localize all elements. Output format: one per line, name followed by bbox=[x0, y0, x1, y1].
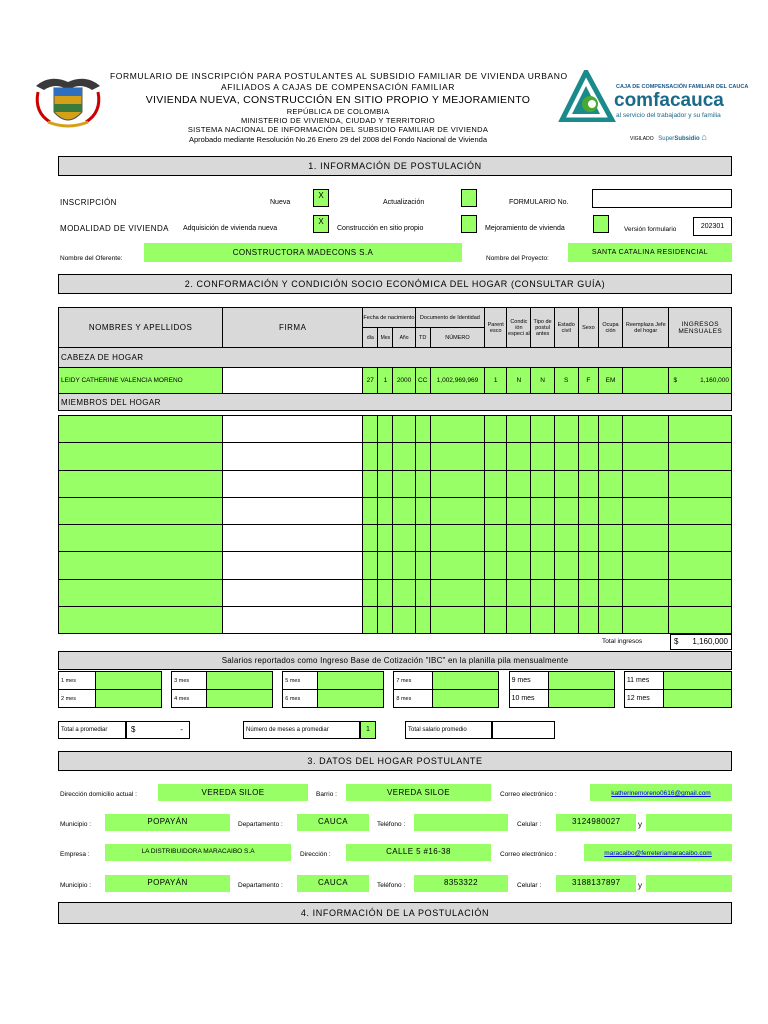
emp-telefono-field[interactable]: 8353322 bbox=[414, 875, 508, 892]
mes-10-label: 10 mes bbox=[509, 690, 548, 708]
correo-field[interactable] bbox=[590, 784, 732, 801]
member-cell[interactable] bbox=[363, 607, 378, 634]
member-cell[interactable] bbox=[623, 416, 669, 443]
member-cell[interactable] bbox=[223, 552, 363, 579]
celular-2-field[interactable] bbox=[646, 814, 732, 831]
member-cell[interactable] bbox=[363, 416, 378, 443]
member-cell[interactable] bbox=[415, 525, 430, 552]
emp-direccion-field[interactable]: CALLE 5 #16-38 bbox=[346, 844, 491, 861]
member-cell[interactable] bbox=[378, 525, 393, 552]
head-nombre[interactable]: LEIDY CATHERINE VALENCIA MORENO bbox=[59, 368, 223, 394]
member-cell[interactable] bbox=[598, 416, 622, 443]
mes-2-label: 2 mes bbox=[59, 690, 96, 708]
empresa-field[interactable]: LA DISTRIBUIDORA MARACAIBO S.A bbox=[105, 844, 291, 861]
departamento-field[interactable]: CAUCA bbox=[297, 814, 369, 831]
mes-6-field[interactable] bbox=[318, 690, 384, 708]
member-cell[interactable] bbox=[378, 607, 393, 634]
celular-field[interactable]: 3124980027 bbox=[556, 814, 636, 831]
total-promediar-field bbox=[126, 721, 190, 739]
mes-12-field[interactable] bbox=[663, 690, 731, 708]
form-title: FORMULARIO DE INSCRIPCIÓN PARA POSTULANTES AL SUBSIDIO FAMILIAR DE VIVIENDA URBANO bbox=[110, 71, 568, 81]
member-cell[interactable] bbox=[531, 525, 554, 552]
form-modalities: VIVIENDA NUEVA, CONSTRUCCIÓN EN SITIO PROPIO Y MEJORAMIENTO bbox=[145, 94, 531, 106]
col-tipo: Tipo de postul antes bbox=[531, 308, 554, 348]
col-numero: NÚMERO bbox=[430, 328, 484, 348]
head-ingresos[interactable] bbox=[669, 368, 732, 394]
spacer bbox=[161, 672, 171, 690]
member-cell[interactable] bbox=[669, 470, 732, 497]
table-row bbox=[59, 552, 732, 579]
total-ingresos-value: 1,160,000 bbox=[692, 637, 728, 646]
spacer bbox=[614, 672, 624, 690]
member-cell[interactable] bbox=[669, 607, 732, 634]
col-reemplaza: Reemplaza Jefe del hogar bbox=[623, 308, 669, 348]
salarios-header: Salarios reportados como Ingreso Base de Cotización "IBC" en la planilla pila mensualmente bbox=[58, 651, 732, 670]
departamento-label: Departamento : bbox=[238, 821, 283, 828]
member-cell[interactable] bbox=[363, 470, 378, 497]
section-4-header: 4. INFORMACIÓN DE LA POSTULACIÓN bbox=[58, 902, 732, 924]
spacer bbox=[499, 672, 509, 690]
member-cell[interactable] bbox=[578, 416, 598, 443]
member-cell[interactable] bbox=[507, 416, 531, 443]
member-cell[interactable] bbox=[363, 443, 378, 470]
table-row bbox=[59, 470, 732, 497]
actualizacion-label: Actualización bbox=[383, 199, 425, 206]
member-cell[interactable] bbox=[507, 579, 531, 606]
member-cell[interactable] bbox=[378, 470, 393, 497]
member-cell[interactable] bbox=[223, 579, 363, 606]
member-cell[interactable] bbox=[669, 416, 732, 443]
head-anio[interactable]: 2000 bbox=[393, 368, 415, 394]
member-cell[interactable] bbox=[415, 497, 430, 524]
num-meses-field[interactable]: 1 bbox=[360, 721, 376, 739]
member-cell[interactable] bbox=[531, 497, 554, 524]
member-cell[interactable] bbox=[531, 552, 554, 579]
col-condicion: Condic ión especi al bbox=[507, 308, 531, 348]
member-cell[interactable] bbox=[507, 525, 531, 552]
member-cell[interactable] bbox=[554, 470, 578, 497]
y-label: y bbox=[638, 820, 642, 829]
member-cell[interactable] bbox=[223, 470, 363, 497]
member-cell[interactable] bbox=[507, 552, 531, 579]
member-cell[interactable] bbox=[430, 416, 484, 443]
member-cell[interactable] bbox=[393, 579, 415, 606]
ministry-line: MINISTERIO DE VIVIENDA, CIUDAD Y TERRITORIO bbox=[240, 116, 436, 125]
member-cell[interactable] bbox=[598, 552, 622, 579]
member-cell[interactable] bbox=[59, 607, 223, 634]
head-estado[interactable]: S bbox=[554, 368, 578, 394]
member-cell[interactable] bbox=[485, 416, 507, 443]
col-fecha: Fecha de nacimiento bbox=[363, 308, 415, 328]
member-cell[interactable] bbox=[554, 552, 578, 579]
member-cell[interactable] bbox=[554, 607, 578, 634]
emp-departamento-label: Departamento : bbox=[238, 882, 283, 889]
proyecto-field[interactable]: SANTA CATALINA RESIDENCIAL bbox=[568, 243, 732, 262]
member-cell[interactable] bbox=[507, 470, 531, 497]
mes-8-field[interactable] bbox=[433, 690, 499, 708]
spacer bbox=[384, 672, 394, 690]
version-field: 202301 bbox=[693, 217, 732, 236]
total-currency: $ bbox=[674, 637, 679, 646]
num-meses-label: Número de meses a promediar bbox=[243, 721, 360, 739]
member-cell[interactable] bbox=[59, 443, 223, 470]
total-ingresos-field bbox=[670, 634, 732, 650]
logo-brand: comfacauca bbox=[614, 90, 724, 111]
members-table bbox=[58, 415, 732, 634]
comfacauca-mark-icon bbox=[558, 70, 616, 122]
total-promediar-currency: $ bbox=[131, 725, 136, 734]
head-parentesco[interactable]: 1 bbox=[485, 368, 507, 394]
total-salario-label: Total salario promedio bbox=[405, 721, 492, 739]
col-dia: día bbox=[363, 328, 378, 348]
mejoramiento-label: Mejoramiento de vivienda bbox=[485, 225, 565, 232]
emp-celular-field[interactable]: 3188137897 bbox=[556, 875, 636, 892]
col-parentesco: Parent esco bbox=[485, 308, 507, 348]
head-reemplaza[interactable] bbox=[623, 368, 669, 394]
emp-departamento-field[interactable]: CAUCA bbox=[297, 875, 369, 892]
total-salario-field bbox=[492, 721, 555, 739]
total-ingresos-label: Total ingresos bbox=[602, 638, 643, 645]
emp-direccion-label: Dirección : bbox=[300, 851, 331, 858]
member-cell[interactable] bbox=[430, 443, 484, 470]
member-cell[interactable] bbox=[578, 497, 598, 524]
member-cell[interactable] bbox=[578, 579, 598, 606]
total-promediar-value: - bbox=[180, 725, 183, 734]
nueva-checkbox[interactable]: X bbox=[313, 189, 329, 207]
member-cell[interactable] bbox=[485, 579, 507, 606]
member-cell[interactable] bbox=[578, 607, 598, 634]
member-cell[interactable] bbox=[598, 579, 622, 606]
mes-12-label: 12 mes bbox=[624, 690, 663, 708]
col-mes: Mes bbox=[378, 328, 393, 348]
member-cell[interactable] bbox=[669, 552, 732, 579]
currency-sign: $ bbox=[673, 377, 678, 384]
member-cell[interactable] bbox=[554, 525, 578, 552]
emp-municipio-label: Municipio : bbox=[60, 882, 92, 889]
head-ingresos-value: 1,160,000 bbox=[700, 377, 729, 384]
emp-municipio-field[interactable]: POPAYÁN bbox=[105, 875, 230, 892]
vigilado-label: VIGILADO bbox=[630, 136, 654, 142]
house-icon: ⌂ bbox=[701, 132, 707, 142]
member-cell[interactable] bbox=[430, 552, 484, 579]
member-cell[interactable] bbox=[378, 579, 393, 606]
member-cell[interactable] bbox=[578, 443, 598, 470]
adquisicion-label: Adquisición de vivienda nueva bbox=[183, 225, 278, 232]
logo-tagline-top: CAJA DE COMPENSACIÓN FAMILIAR DEL CAUCA bbox=[616, 84, 749, 90]
barrio-label: Barrio : bbox=[316, 791, 337, 798]
col-ocupacion: Ocupa ción bbox=[598, 308, 622, 348]
modalidad-label: MODALIDAD DE VIVIENDA bbox=[60, 224, 169, 233]
emp-correo-label: Correo electrónico : bbox=[500, 851, 557, 858]
member-cell[interactable] bbox=[393, 607, 415, 634]
head-numero[interactable]: 1,002,969,969 bbox=[430, 368, 484, 394]
head-mes[interactable]: 1 bbox=[378, 368, 393, 394]
member-cell[interactable] bbox=[598, 470, 622, 497]
municipio-field[interactable]: POPAYÁN bbox=[105, 814, 230, 831]
formulario-no-label: FORMULARIO No. bbox=[509, 199, 569, 206]
barrio-field[interactable]: VEREDA SILOE bbox=[346, 784, 491, 801]
oferente-field[interactable]: CONSTRUCTORA MADECONS S.A bbox=[144, 243, 462, 262]
form-subtitle: AFILIADOS A CAJAS DE COMPENSACIÓN FAMILIAR bbox=[221, 82, 455, 92]
member-cell[interactable] bbox=[598, 607, 622, 634]
member-cell[interactable] bbox=[485, 443, 507, 470]
mes-5-field[interactable] bbox=[318, 672, 384, 690]
head-tipo[interactable]: N bbox=[531, 368, 554, 394]
head-condicion[interactable]: N bbox=[507, 368, 531, 394]
member-cell[interactable] bbox=[623, 552, 669, 579]
col-anio: Año bbox=[393, 328, 415, 348]
col-td: TD bbox=[415, 328, 430, 348]
member-cell[interactable] bbox=[485, 552, 507, 579]
head-dia[interactable]: 27 bbox=[363, 368, 378, 394]
member-cell[interactable] bbox=[623, 607, 669, 634]
col-ingresos: INGRESOS MENSUALES bbox=[669, 308, 732, 348]
member-cell[interactable] bbox=[393, 552, 415, 579]
member-cell[interactable] bbox=[378, 552, 393, 579]
system-line: SISTEMA NACIONAL DE INFORMACIÓN DEL SUBSIDIO FAMILIAR DE VIVIENDA bbox=[187, 125, 489, 134]
col-firma: FIRMA bbox=[223, 308, 363, 348]
member-cell[interactable] bbox=[531, 470, 554, 497]
spacer bbox=[499, 690, 509, 708]
member-cell[interactable] bbox=[223, 416, 363, 443]
member-cell[interactable] bbox=[223, 443, 363, 470]
mes-3-label: 3 mes bbox=[172, 672, 207, 690]
member-cell[interactable] bbox=[623, 443, 669, 470]
member-cell[interactable] bbox=[59, 579, 223, 606]
head-firma[interactable] bbox=[223, 368, 363, 394]
mes-4-field[interactable] bbox=[207, 690, 273, 708]
member-cell[interactable] bbox=[485, 470, 507, 497]
empresa-label: Empresa : bbox=[60, 851, 90, 858]
member-cell[interactable] bbox=[598, 497, 622, 524]
mes-10-field[interactable] bbox=[548, 690, 614, 708]
member-cell[interactable] bbox=[223, 497, 363, 524]
member-cell[interactable] bbox=[623, 470, 669, 497]
mes-7-label: 7 mes bbox=[394, 672, 433, 690]
correo-link[interactable]: katherinemoreno0616@gmail.com bbox=[611, 790, 711, 797]
member-cell[interactable] bbox=[223, 525, 363, 552]
mes-6-label: 6 mes bbox=[283, 690, 318, 708]
table-row bbox=[59, 443, 732, 470]
spacer bbox=[384, 690, 394, 708]
member-cell[interactable] bbox=[430, 579, 484, 606]
head-ocupacion[interactable]: EM bbox=[598, 368, 622, 394]
celular-label: Celular : bbox=[517, 821, 542, 828]
spacer bbox=[272, 690, 282, 708]
member-cell[interactable] bbox=[578, 525, 598, 552]
member-cell[interactable] bbox=[363, 579, 378, 606]
member-cell[interactable] bbox=[554, 579, 578, 606]
member-cell[interactable] bbox=[578, 552, 598, 579]
household-table bbox=[58, 307, 732, 411]
logo-tagline-bottom: al servicio del trabajador y su familia bbox=[616, 112, 721, 119]
municipio-label: Municipio : bbox=[60, 821, 92, 828]
table-row bbox=[59, 579, 732, 606]
member-cell[interactable] bbox=[598, 525, 622, 552]
member-cell[interactable] bbox=[669, 497, 732, 524]
col-documento: Documento de Identidad bbox=[415, 308, 485, 328]
vigilado-line bbox=[630, 132, 707, 142]
table-row bbox=[59, 416, 732, 443]
member-cell[interactable] bbox=[430, 470, 484, 497]
member-cell[interactable] bbox=[59, 416, 223, 443]
member-cell[interactable] bbox=[531, 579, 554, 606]
emp-correo-link[interactable]: maracaibo@ferreteriamaracaibo.com bbox=[604, 850, 712, 857]
proyecto-label: Nombre del Proyecto: bbox=[486, 255, 549, 262]
member-cell[interactable] bbox=[415, 579, 430, 606]
miembros-hogar-row: MIEMBROS DEL HOGAR bbox=[59, 394, 732, 411]
version-label: Versión formulario bbox=[624, 226, 677, 233]
spacer bbox=[614, 690, 624, 708]
nueva-label: Nueva bbox=[270, 199, 291, 206]
super-label: Super bbox=[658, 136, 675, 142]
telefono-field[interactable] bbox=[414, 814, 508, 831]
member-cell[interactable] bbox=[363, 525, 378, 552]
member-cell[interactable] bbox=[623, 525, 669, 552]
member-cell[interactable] bbox=[623, 579, 669, 606]
direccion-label: Dirección domicilio actual : bbox=[60, 791, 137, 798]
member-cell[interactable] bbox=[531, 443, 554, 470]
member-cell[interactable] bbox=[363, 497, 378, 524]
head-td[interactable]: CC bbox=[415, 368, 430, 394]
member-cell[interactable] bbox=[415, 443, 430, 470]
construccion-label: Construcción en sitio propio bbox=[337, 225, 424, 232]
member-cell[interactable] bbox=[415, 607, 430, 634]
section-3-header: 3. DATOS DEL HOGAR POSTULANTE bbox=[58, 751, 732, 771]
mes-5-label: 5 mes bbox=[283, 672, 318, 690]
emp-telefono-label: Teléfono : bbox=[377, 882, 406, 889]
member-cell[interactable] bbox=[393, 525, 415, 552]
member-cell[interactable] bbox=[578, 470, 598, 497]
member-cell[interactable] bbox=[669, 525, 732, 552]
member-cell[interactable] bbox=[415, 552, 430, 579]
mes-4-label: 4 mes bbox=[172, 690, 207, 708]
colombia-coat-of-arms bbox=[30, 72, 106, 132]
member-cell[interactable] bbox=[669, 443, 732, 470]
member-cell[interactable] bbox=[363, 552, 378, 579]
total-promediar-label: Total a promediar bbox=[58, 721, 126, 739]
mes-7-field[interactable] bbox=[433, 672, 499, 690]
member-cell[interactable] bbox=[378, 416, 393, 443]
country-line: REPÚBLICA DE COLOMBIA bbox=[286, 107, 390, 116]
member-cell[interactable] bbox=[415, 416, 430, 443]
emp-celular-2-field[interactable] bbox=[646, 875, 732, 892]
member-cell[interactable] bbox=[430, 497, 484, 524]
col-nombres: NOMBRES Y APELLIDOS bbox=[59, 308, 223, 348]
inscripcion-label: INSCRIPCIÓN bbox=[60, 198, 117, 207]
mes-1-label: 1 mes bbox=[59, 672, 96, 690]
subsidio-label: Subsidio bbox=[674, 136, 700, 142]
table-row bbox=[59, 368, 732, 394]
table-row bbox=[59, 525, 732, 552]
approval-line: Aprobado mediante Resolución No.26 Enero 29 del 2008 del Fondo Nacional de Vivienda bbox=[189, 135, 487, 144]
member-cell[interactable] bbox=[485, 607, 507, 634]
member-cell[interactable] bbox=[223, 607, 363, 634]
emp-y-label: y bbox=[638, 881, 642, 890]
emp-correo-field[interactable] bbox=[584, 844, 732, 861]
member-cell[interactable] bbox=[531, 607, 554, 634]
member-cell[interactable] bbox=[378, 443, 393, 470]
mes-11-label: 11 mes bbox=[624, 672, 663, 690]
mes-9-label: 9 mes bbox=[509, 672, 548, 690]
correo-label: Correo electrónico : bbox=[500, 791, 557, 798]
member-cell[interactable] bbox=[430, 607, 484, 634]
mes-1-field[interactable] bbox=[96, 672, 162, 690]
member-cell[interactable] bbox=[554, 443, 578, 470]
mes-8-label: 8 mes bbox=[394, 690, 433, 708]
adquisicion-checkbox[interactable]: X bbox=[313, 215, 329, 233]
construccion-checkbox[interactable] bbox=[461, 215, 477, 233]
member-cell[interactable] bbox=[485, 525, 507, 552]
comfacauca-logo bbox=[558, 68, 749, 148]
member-cell[interactable] bbox=[393, 443, 415, 470]
head-sexo[interactable]: F bbox=[578, 368, 598, 394]
emp-celular-label: Celular : bbox=[517, 882, 542, 889]
member-cell[interactable] bbox=[59, 497, 223, 524]
member-cell[interactable] bbox=[554, 416, 578, 443]
formulario-no-field[interactable] bbox=[592, 189, 732, 208]
oferente-label: Nombre del Oferente: bbox=[60, 255, 123, 262]
spacer bbox=[272, 672, 282, 690]
salarios-table bbox=[58, 671, 732, 708]
member-cell[interactable] bbox=[59, 552, 223, 579]
member-cell[interactable] bbox=[485, 497, 507, 524]
member-cell[interactable] bbox=[378, 497, 393, 524]
member-cell[interactable] bbox=[59, 525, 223, 552]
member-cell[interactable] bbox=[393, 497, 415, 524]
mejoramiento-checkbox[interactable] bbox=[593, 215, 609, 233]
direccion-field[interactable]: VEREDA SILOE bbox=[158, 784, 308, 801]
table-row bbox=[59, 497, 732, 524]
member-cell[interactable] bbox=[669, 579, 732, 606]
member-cell[interactable] bbox=[598, 443, 622, 470]
member-cell[interactable] bbox=[507, 497, 531, 524]
member-cell[interactable] bbox=[415, 470, 430, 497]
col-estado: Estado civil bbox=[554, 308, 578, 348]
member-cell[interactable] bbox=[430, 525, 484, 552]
actualizacion-checkbox[interactable] bbox=[461, 189, 477, 207]
member-cell[interactable] bbox=[393, 416, 415, 443]
member-cell[interactable] bbox=[59, 470, 223, 497]
mes-3-field[interactable] bbox=[207, 672, 273, 690]
cabeza-hogar-row: CABEZA DE HOGAR bbox=[59, 348, 732, 368]
section-1-header: 1. INFORMACIÓN DE POSTULACIÓN bbox=[58, 156, 732, 176]
member-cell[interactable] bbox=[507, 607, 531, 634]
member-cell[interactable] bbox=[623, 497, 669, 524]
mes-9-field[interactable] bbox=[548, 672, 614, 690]
member-cell[interactable] bbox=[507, 443, 531, 470]
member-cell[interactable] bbox=[531, 416, 554, 443]
table-row bbox=[59, 607, 732, 634]
mes-11-field[interactable] bbox=[663, 672, 731, 690]
member-cell[interactable] bbox=[554, 497, 578, 524]
section-2-header: 2. CONFORMACIÓN Y CONDICIÓN SOCIO ECONÓMICA DEL HOGAR (CONSULTAR GUÍA) bbox=[58, 274, 732, 294]
spacer bbox=[161, 690, 171, 708]
col-sexo: Sexo bbox=[578, 308, 598, 348]
mes-2-field[interactable] bbox=[96, 690, 162, 708]
member-cell[interactable] bbox=[393, 470, 415, 497]
telefono-label: Teléfono : bbox=[377, 821, 406, 828]
